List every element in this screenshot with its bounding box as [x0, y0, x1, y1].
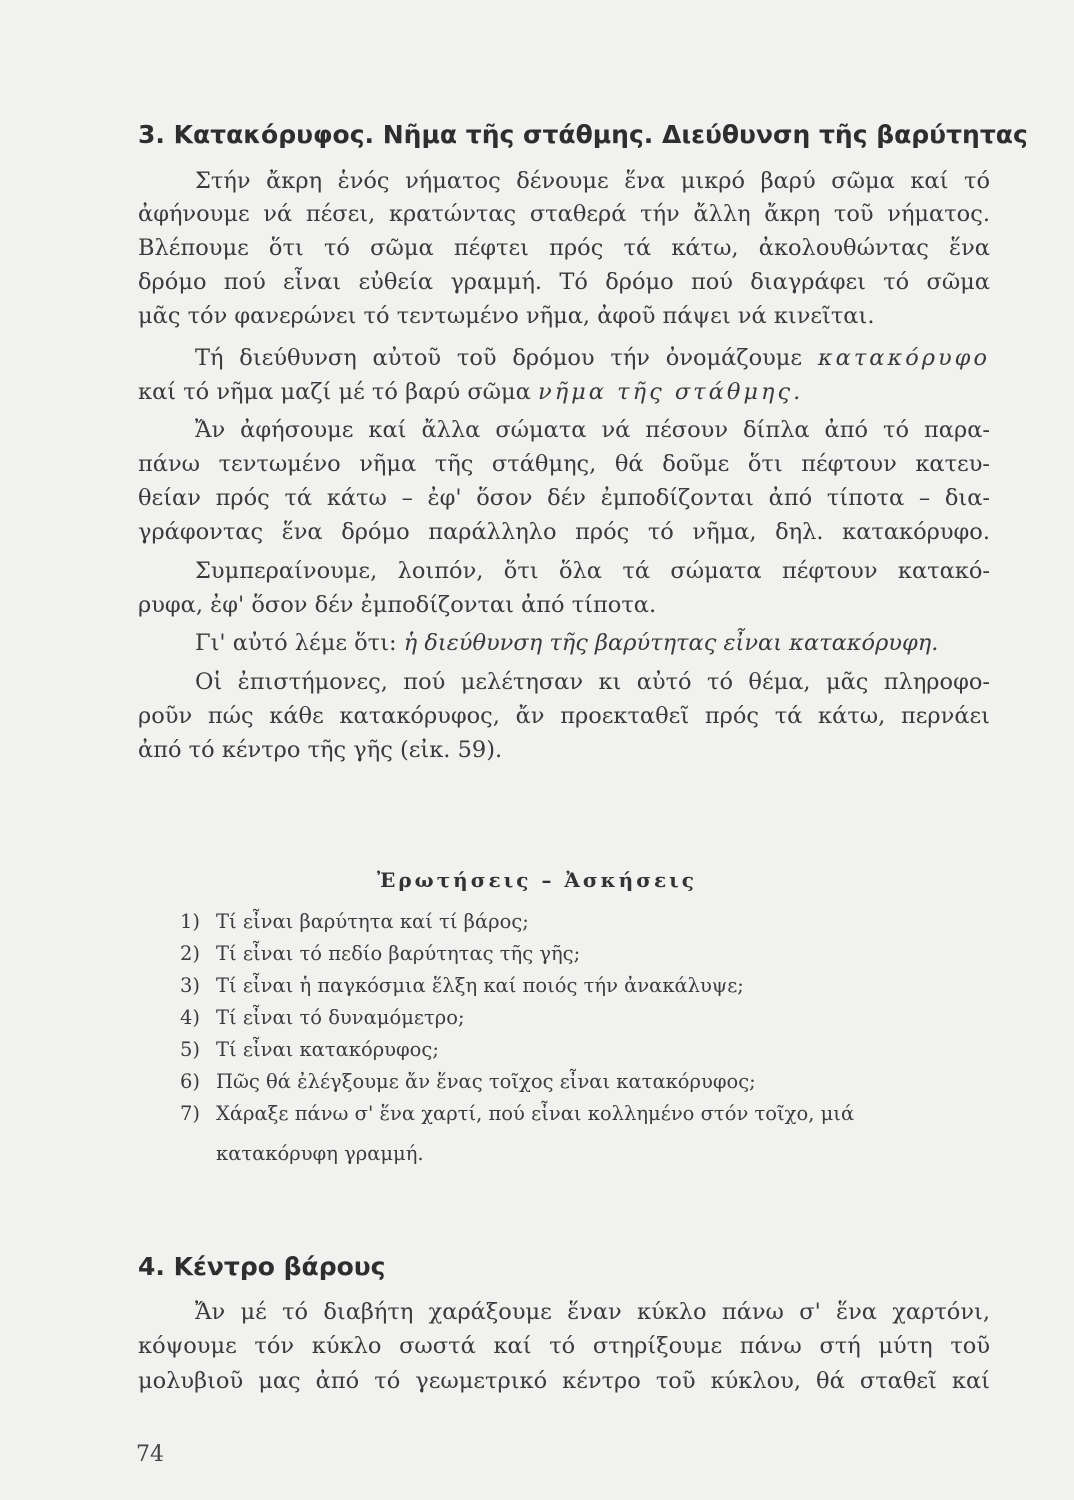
question-item: 6) Πῶς θά ἐλέγξουμε ἄν ἕνας τοῖχος εἶναι κατακόρυφος; [180, 1070, 756, 1093]
page-number: 74 [136, 1442, 164, 1467]
s3-p1-line-5: μᾶς τόν φανερώνει τό τεντωμένο νῆμα, ἀφοῦ πάψει νά κινεῖται. [138, 303, 875, 329]
s3-p5: Γι' αὐτό λέμε ὅτι: ἡ διεύθυνση τῆς βαρύτητας εἶναι κατακόρυφη. [195, 630, 939, 656]
s3-p4-line-1: Συμπεραίνουμε, λοιπόν, ὅτι ὅλα τά σώματα πέφτουν κατακό- [195, 558, 990, 584]
s3-p1-line-4: δρόμο πού εἶναι εὐθεία γραμμή. Τό δρόμο πού διαγράφει τό σῶμα [138, 269, 990, 295]
questions-title: Ἐρωτήσεις – Ἀσκήσεις [377, 868, 697, 892]
s3-p6-line-2: ροῦν πώς κάθε κατακόρυφος, ἄν προεκταθεῖ πρός τά κάτω, περνάει [138, 703, 990, 729]
question-item: 4) Τί εἶναι τό δυναμόμετρο; [180, 1006, 465, 1029]
s3-p3-line-3: θείαν πρός τά κάτω – ἐφ' ὅσον δέν ἐμποδίζονται ἀπό τίποτα – δια- [138, 485, 990, 511]
question-7-continuation: κατακόρυφη γραμμή. [216, 1142, 424, 1165]
s3-p2-line-2: καί τό νῆμα μαζί μέ τό βαρύ σῶμα νῆμα τῆς στάθμης. [138, 379, 804, 405]
conclusion-statement: ἡ διεύθυνση τῆς βαρύτητας εἶναι κατακόρυφη. [403, 630, 939, 656]
s3-p1-line-1: Στήν ἄκρη ἑνός νήματος δένουμε ἕνα μικρό βαρύ σῶμα καί τό [195, 168, 990, 194]
s3-p6-line-3: ἀπό τό κέντρο τῆς γῆς (εἰκ. 59). [138, 737, 503, 763]
s3-p6-line-1: Οἱ ἐπιστήμονες, πού μελέτησαν κι αὐτό τό θέμα, μᾶς πληροφο- [195, 669, 990, 695]
question-item: 7) Χάραξε πάνω σ' ἕνα χαρτί, πού εἶναι κολλημένο στόν τοῖχο, μιά [180, 1102, 855, 1125]
s4-p1-line-1: Ἄν μέ τό διαβήτη χαράξουμε ἕναν κύκλο πάνω σ' ἕνα χαρτόνι, [195, 1299, 990, 1325]
question-item: 3) Τί εἶναι ἡ παγκόσμια ἕλξη καί ποιός τήν ἀνακάλυψε; [180, 974, 744, 997]
s3-p4-line-2: ρυφα, ἐφ' ὅσον δέν ἐμποδίζονται ἀπό τίποτα. [138, 592, 657, 618]
question-item: 2) Τί εἶναι τό πεδίο βαρύτητας τῆς γῆς; [180, 942, 581, 965]
s3-p3-line-2: πάνω τεντωμένο νῆμα τῆς στάθμης, θά δοῦμε ὅτι πέφτουν κατευ- [138, 451, 990, 477]
s4-p1-line-2: κόψουμε τόν κύκλο σωστά καί τό στηρίξουμε πάνω στή μύτη τοῦ [138, 1333, 990, 1359]
term-nima-stathmis: νῆμα τῆς στάθμης. [538, 379, 804, 405]
term-kataforufo: κατακόρυφο [817, 345, 990, 371]
s3-p3-line-1: Ἄν ἀφήσουμε καί ἄλλα σώματα νά πέσουν δίπλα ἀπό τό παρα- [195, 417, 990, 443]
s4-p1-line-3: μολυβιοῦ μας ἀπό τό γεωμετρικό κέντρο τοῦ κύκλου, θά σταθεῖ καί [138, 1368, 990, 1394]
s3-p2-line-1: Τή διεύθυνση αὐτοῦ τοῦ δρόμου τήν ὀνομάζουμε κατακόρυφο [195, 345, 990, 371]
s3-p3-line-4: γράφοντας ἕνα δρόμο παράλληλο πρός τό νῆμα, δηλ. κατακόρυφο. [138, 519, 990, 545]
s3-p1-line-2: ἀφήνουμε νά πέσει, κρατώντας σταθερά τήν ἄλλη ἄκρη τοῦ νήματος. [138, 201, 990, 227]
s3-p1-line-3: Βλέπουμε ὅτι τό σῶμα πέφτει πρός τά κάτω, ἀκολουθώντας ἕνα [138, 235, 990, 261]
question-item: 1) Τί εἶναι βαρύτητα καί τί βάρος; [180, 910, 529, 933]
question-item: 5) Τί εἶναι κατακόρυφος; [180, 1038, 439, 1061]
section-3-heading: 3. Κατακόρυφος. Νῆμα τῆς στάθμης. Διεύθυνση τῆς βαρύτητας [138, 120, 1028, 149]
section-4-heading: 4. Κέντρο βάρους [138, 1252, 386, 1281]
